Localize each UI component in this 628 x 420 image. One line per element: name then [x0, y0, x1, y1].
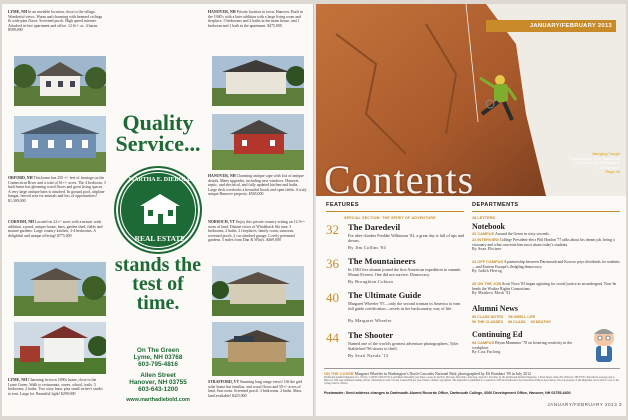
listing-strafford: [208, 380, 308, 398]
dept-page-number: 26: [472, 281, 477, 286]
house-photo-lyme-2: [14, 322, 106, 374]
dept-page-number: 20: [472, 231, 477, 236]
feature-description: In 1963 five alumni joined the first American expedition to summit Mount Everest. One did not survive. Democracy.: [348, 267, 461, 277]
alumni-news-links: [472, 315, 582, 325]
listing-heading: LYME, NH: [8, 10, 28, 14]
feature-page-number: 36: [326, 256, 339, 271]
dept-category: OFF CAMPUS: [477, 259, 504, 264]
website-link: www.marthadiebold.com: [126, 397, 190, 403]
house-photo-strafford: [212, 322, 304, 376]
dept-letters[interactable]: [472, 216, 622, 221]
listing-text: Private location in town. Hanover. Built in the 1940's with a later addition with a large living room and fireplace. 5 bedrooms and 2 baths in the main house, and 1 bedroom and 1 bath in the apartment. $475,000: [208, 10, 303, 28]
listing-lyme-1: [8, 10, 106, 33]
caricature-illustration: [586, 326, 622, 366]
office-addresses: [110, 347, 206, 404]
dept-text: Scott Nova '83 began agitating for social justice as an undergrad. Now he heads the Worker Rights Consortium.: [472, 282, 617, 291]
feature-title: The Ultimate Guide: [348, 290, 422, 300]
house-photo-norwich: [212, 266, 304, 316]
listing-hanover-2: [208, 174, 308, 197]
dept-page-number: 94: [472, 340, 477, 345]
dept-text: Around the Green in sixty seconds: [494, 232, 549, 236]
listing-text: This home has 250 +/- feet of frontage on the Connecticut River and a total of 61+/- acres. The 4 bedroom, 3 bath home has gleaming wood floors and great living spaces. A very large antique barn is attached. In ground pool, airplane hangar, fenced area for animals and lots of opportunities! $1,300,000: [8, 176, 106, 203]
right-page-contents: [316, 4, 626, 416]
feature-description: Named one of the world's greatest adventure photographers, Tyler Stableford '96 shoots to thrill.: [348, 341, 459, 351]
dept-byline: By Judith Hertog: [472, 269, 503, 274]
house-photo-cornish: [14, 262, 106, 316]
notebook-heading: Notebook: [472, 222, 505, 231]
dept-item[interactable]: [472, 341, 582, 355]
special-section-label: SPECIAL SECTION: THE SPIRIT OF ADVENTURE: [344, 216, 436, 220]
feature-byline: By Broughton Coburn: [348, 279, 393, 284]
alumni-link[interactable]: 59 THE CLASSES: [472, 320, 503, 324]
dept-page-number: 18: [472, 215, 477, 220]
caption-text: Photographer Tyler Stableford '96 goes to great lengths to get the shot.: [569, 156, 620, 170]
real-estate-logo-seal: [114, 166, 202, 254]
listing-heading: HANOVER, NH: [208, 174, 236, 178]
features-rule: [326, 211, 464, 212]
continuing-ed-heading: Continuing Ed: [472, 330, 523, 339]
feature-item[interactable]: [326, 256, 464, 290]
address-line: On The Green: [136, 347, 180, 354]
listing-text: Stunning long range views! Off the grid solar home but familiar, and wood floors and 50+/- acres of land. Sun room. Screened porch. 3 bedrooms, 2 baths. Mass land available! $425,000: [208, 380, 303, 398]
dept-byline: By Lisa Furlong: [472, 350, 501, 355]
departments-rule: [472, 211, 620, 212]
house-icon: [138, 192, 182, 228]
dept-text: A partnership between Dartmouth and Kosovo pays dividends for students—and Eastern Europe's fledgling democracy.: [472, 260, 620, 269]
caption-page-ref: Page 44: [605, 170, 620, 174]
dept-category: INTERVIEW: [477, 237, 499, 242]
tagline-quality-service: Quality Service...: [115, 110, 201, 156]
listing-lyme-2: [8, 378, 106, 396]
dept-category: CAMPUS: [477, 340, 495, 345]
listing-text: Charming antique cape with lots of antique details. Many upgrades, including new windows. Hanover, septic, and electrical, and fully updated kitchen and baths. Large deck overlooks a beautiful brook and open fields. A truly unique Hanover property. $565,000: [208, 174, 307, 197]
dept-page-number: 24: [472, 259, 477, 264]
feature-title: The Shooter: [348, 330, 394, 340]
hero-photo-climber: [316, 4, 626, 202]
listing-heading: CORNISH, NH: [8, 220, 34, 224]
address-line: Lyme, NH 03768: [133, 354, 183, 361]
dept-category: LETTERS: [477, 215, 496, 220]
feature-title: The Mountaineers: [348, 256, 416, 266]
seal-subtitle: REAL ESTATE: [134, 234, 186, 243]
alumni-link[interactable]: 80 DEATHS: [530, 320, 551, 324]
listing-heading: STRAFFORD, VT: [208, 380, 240, 384]
on-the-cover-note: [324, 368, 620, 376]
dept-byline: By Sean Plottner: [472, 247, 502, 252]
dept-byline: By Matthew Mosk '92: [472, 291, 511, 296]
seal-company-name: MARTHA E. DIEBOLD: [128, 177, 192, 183]
address-line: 603-795-4816: [138, 361, 178, 368]
feature-page-number: 40: [326, 290, 339, 305]
listing-norwich: [208, 220, 308, 243]
dept-page-number: 22: [472, 237, 477, 242]
postmaster-notice: Postmaster: Send address changes to Dartmouth Alumni Records Office, Dartmouth College, 6066 Development Office, Hanover, NH 03755-4400.: [324, 391, 572, 395]
feature-byline: By Svati Narula '13: [348, 353, 389, 358]
dept-item[interactable]: [472, 232, 622, 237]
page-title: Contents: [324, 157, 475, 202]
feature-description: For uber climber Freddie Wilkinson '03, a great day is full of ups and downs.: [348, 233, 464, 243]
feature-page-number: 32: [326, 222, 339, 237]
listing-heading: ORFORD, NH: [8, 176, 33, 180]
alumni-link[interactable]: 50 CLASS NOTES: [472, 315, 504, 319]
dept-category: CAMPUS: [477, 231, 495, 236]
feature-description: Margaret Wheeler '97—only the second woman in America to earn full guide certification—revels in her backcountry way of life.: [348, 301, 461, 311]
listing-heading: LYME, NH: [8, 378, 28, 382]
listing-text: Enjoy this private country setting on 12.9+/- acres of land. Distant views of Whaleback Ski area. 3 bedrooms, 2 baths, 2 fireplaces, family room, sunroom, screened porch, 2 car attached garage. Lovely perennial gardens. 5 miles from Dan & Whit's. $469,000: [208, 220, 306, 243]
left-page-advertisement: [2, 4, 314, 416]
on-cover-label: ON THE COVER: [324, 371, 354, 376]
house-photo-hanover-2: [212, 114, 304, 170]
feature-title: The Daredevil: [348, 222, 401, 232]
listing-cornish: [8, 220, 106, 238]
alumni-link[interactable]: 58 SWELL LIFE: [508, 315, 536, 319]
tagline-test-of-time: stands the test of time.: [114, 254, 202, 314]
hero-caption: [568, 152, 620, 175]
caption-heading: Hanging Tough: [592, 152, 620, 156]
dept-category: ON THE JOB: [477, 281, 502, 286]
address-line: Allen Street: [140, 372, 176, 379]
feature-page-number: 44: [326, 330, 339, 345]
address-line: Hanover, NH 03755: [129, 379, 187, 386]
listing-heading: NORWICH, VT: [208, 220, 236, 224]
listing-orford: [8, 176, 106, 204]
publication-fine-print: Dartmouth Alumni Magazine Vol. 105 No. 3 (ISSN 0199-6770) is published bimonthly (six times a year) in Jan/Feb, Mar/Apr, May/June, July/Aug, Sept/Oct, Nov/Dec by the Dartmouth Alumni Magazine, 7 Allen Street, Suite 201, Hanover, NH 03755. Periodicals postage paid at Hanover, NH, and additional mailing offices. Subscription rates: US and Canada $30 per year. Entire contents copyrighted. The magazine is published in cooperation with the Dartmouth Class Newsletter Editors Association. The sole purpose of the Magazine are its editors' own or the college and its officers.: [324, 376, 619, 386]
issue-masthead: JANUARY/FEBRUARY 2013: [486, 20, 616, 32]
dept-item[interactable]: [472, 282, 622, 296]
alumni-news-heading: Alumni News: [472, 304, 519, 313]
dept-item[interactable]: [472, 260, 622, 274]
departments-heading: DEPARTMENTS: [472, 202, 519, 208]
feature-item[interactable]: [326, 330, 464, 364]
listing-hanover-1: [208, 10, 308, 28]
listing-text: Located on 22+/- acres with a master wide addition, a pond, unique house, barn, garden shed, fields and mature gardens. Large country kitchen, 3-4 bedrooms. A delightful and unique offering! $775,000: [8, 220, 103, 238]
feature-item[interactable]: [326, 290, 464, 330]
on-cover-text: Margaret Wheeler in Washington's North Cascades National Park, photographed by Eli Bombaci '09 in July 2012: [354, 372, 531, 376]
listing-heading: HANOVER, NH: [208, 10, 236, 14]
alumni-link[interactable]: 68 CLASS: [507, 320, 526, 324]
house-photo-orford: [14, 116, 106, 172]
listing-text: In an enviable location, close to the village. Wonderful views. Warm and charming with beamed ceilings & wide pine floors. Screened porch. High speed internet. Attached in-law apartment and office. 12.6+/- ac. 4 barns. $599,000: [8, 10, 103, 33]
house-photo-hanover-1: [212, 56, 304, 106]
house-photo-lyme-1: [14, 56, 106, 106]
dept-text: College President-elect Phil Hanlon '77 talks about his dream job, being a visionary and what concerns him most about today's students.: [472, 238, 615, 247]
address-line: 603-643-1200: [138, 386, 178, 393]
dept-item[interactable]: [472, 238, 622, 252]
features-heading: FEATURES: [326, 202, 359, 208]
feature-byline: By Margaret Wheeler: [348, 318, 392, 323]
feature-item[interactable]: [326, 222, 464, 256]
dept-text: Bryan Marmmor '78 on fostering creativity in the workplace.: [472, 341, 573, 350]
listing-text: Charming in-town 1800s home, close to the Lyme Green. Walk to restaurants, stores, school, trails. 5 bedrooms, 2 baths. Two story barn, plus small writer's studio to rent. Large lot. Beautiful light! $299,000: [8, 378, 103, 396]
feature-byline: By Jim Collins '84: [348, 245, 387, 250]
page-folio: JANUARY/FEBRUARY 2013 3: [547, 403, 622, 408]
